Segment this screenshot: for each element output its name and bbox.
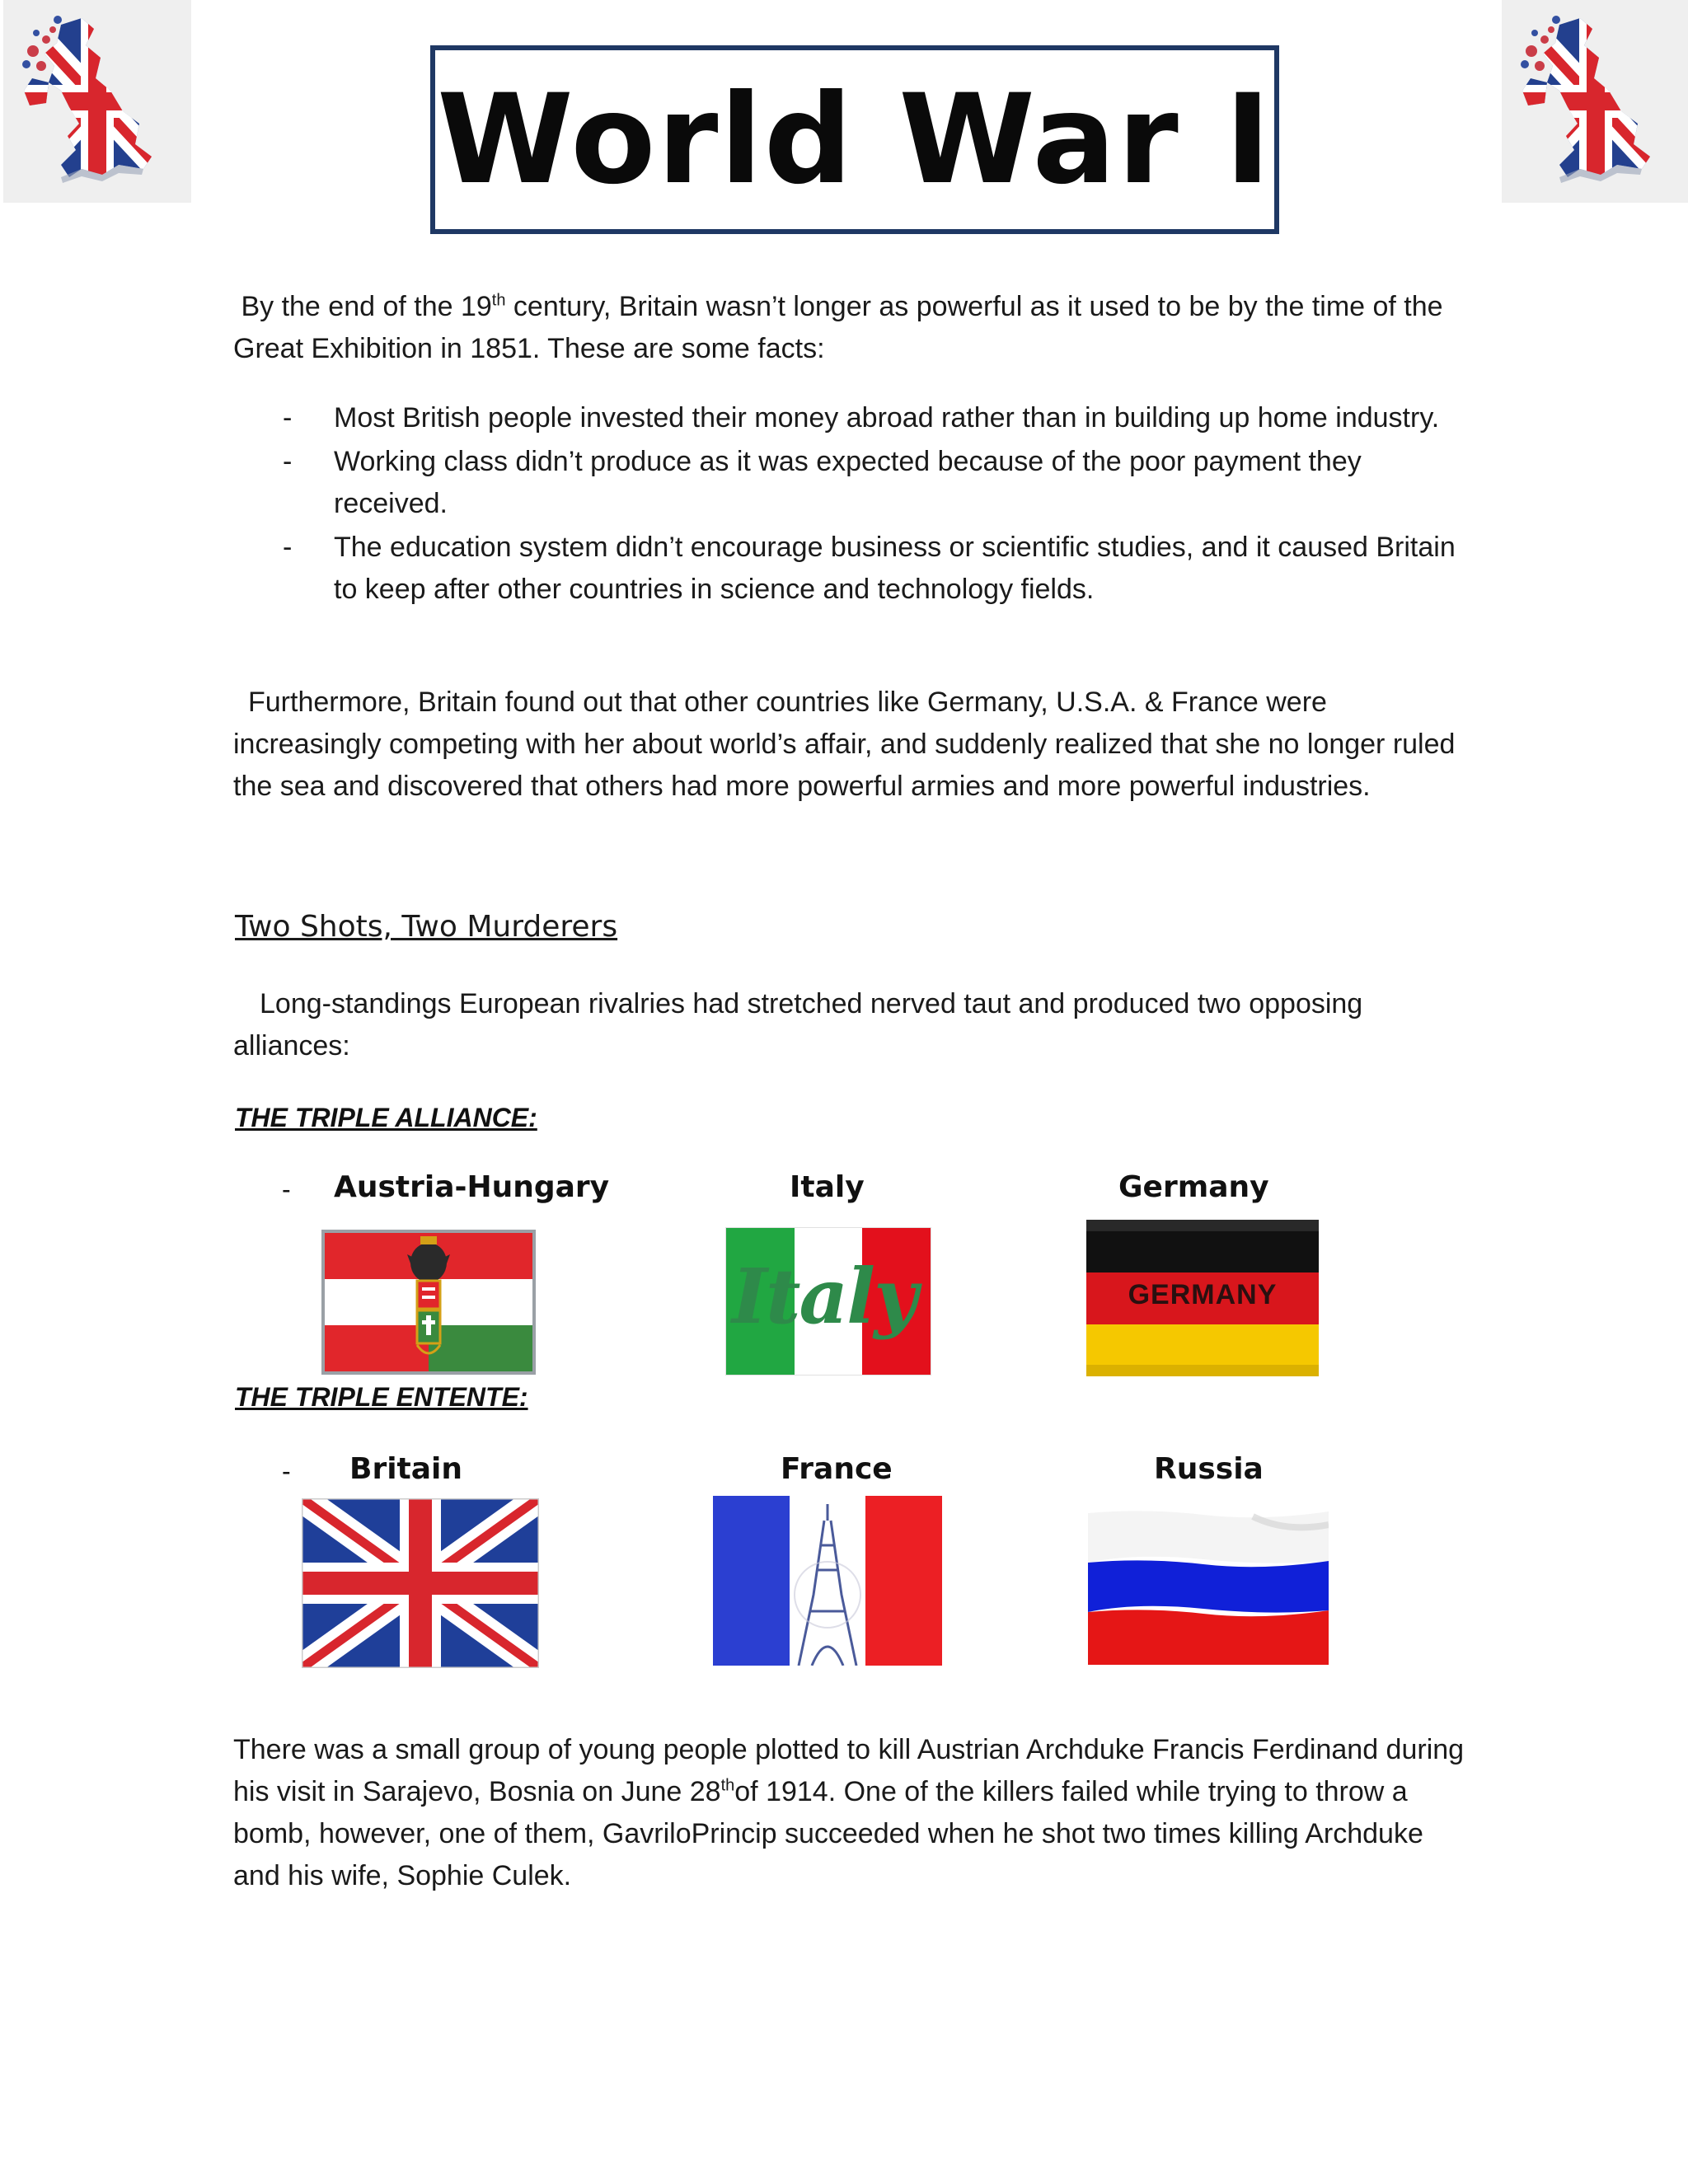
country-label-france: France — [781, 1452, 893, 1486]
fact-text: The education system didn’t encourage business or scientific studies, and it caused Britain to keep after other countries in science and technology fields. — [334, 532, 1456, 605]
country-label-russia: Russia — [1154, 1452, 1264, 1486]
bullet-dash: - — [282, 1456, 291, 1486]
uk-map-flag-icon — [1502, 0, 1688, 203]
country-label-austria-hungary: Austria-Hungary — [334, 1170, 610, 1204]
list-item — [233, 441, 1470, 525]
list-item — [233, 527, 1470, 611]
fact-text: Most British people invested their money abroad rather than in building up home industry. — [334, 402, 1440, 434]
country-label-britain: Britain — [349, 1452, 463, 1486]
furthermore-paragraph: Furthermore, Britain found out that other countries like Germany, U.S.A. & France were increasingly competing with her about world’s affair, and suddenly realized that she no longer ruled the sea and discovered that others had more powerful armies and more powerful industries. — [233, 687, 1456, 802]
facts-list — [233, 397, 1470, 612]
france-flag — [713, 1496, 942, 1666]
title-box — [430, 45, 1279, 234]
bullet-dash: - — [282, 1174, 291, 1204]
bullet-dash: - — [283, 532, 293, 563]
triple-entente-heading: THE TRIPLE ENTENTE: — [235, 1382, 528, 1412]
bullet-dash: - — [283, 446, 293, 477]
intro-text-part2: century, Britain wasn’t longer as powerful as it used to be by the time of the Great Exhibition in 1851. These are some facts: — [233, 291, 1443, 364]
bullet-dash: - — [283, 402, 293, 434]
rivalries-paragraph: Long-standings European rivalries had stretched nerved taut and produced two opposing alliances: — [233, 988, 1363, 1062]
country-label-italy: Italy — [790, 1170, 865, 1204]
page-title: World War I — [437, 68, 1273, 212]
britain-flag — [302, 1498, 539, 1668]
triple-alliance-heading: THE TRIPLE ALLIANCE: — [235, 1103, 537, 1132]
germany-flag — [1086, 1220, 1319, 1376]
intro-superscript: th — [491, 291, 506, 310]
closing-superscript: th — [720, 1776, 735, 1795]
fact-text: Working class didn’t produce as it was expected because of the poor payment they received. — [334, 446, 1362, 519]
closing-paragraph — [233, 1729, 1470, 1897]
country-label-germany: Germany — [1118, 1170, 1269, 1204]
section-heading: Two Shots, Two Murderers — [235, 910, 618, 944]
intro-paragraph — [233, 286, 1470, 370]
closing-text-part1: There was a small group of young people plotted to kill Austrian Archduke Francis Ferdinand during his visit in Sarajevo, Bosnia on June 28 — [233, 1734, 1465, 1807]
italy-flag-text: Italy — [732, 1252, 917, 1341]
italy-flag — [725, 1227, 931, 1376]
austria-hungary-flag — [321, 1230, 536, 1375]
russia-flag — [1088, 1508, 1329, 1665]
closing-text-part2: of 1914. One of the killers failed while trying to throw a bomb, however, one of them, GavriloPrincip succeeded when he shot two times killing Archduke and his wife, Sophie Culek. — [233, 1776, 1423, 1891]
list-item — [233, 397, 1470, 439]
germany-flag-text: GERMANY — [1128, 1279, 1278, 1310]
intro-text-part1: By the end of the 19 — [241, 291, 492, 322]
uk-map-flag-icon — [3, 0, 191, 203]
